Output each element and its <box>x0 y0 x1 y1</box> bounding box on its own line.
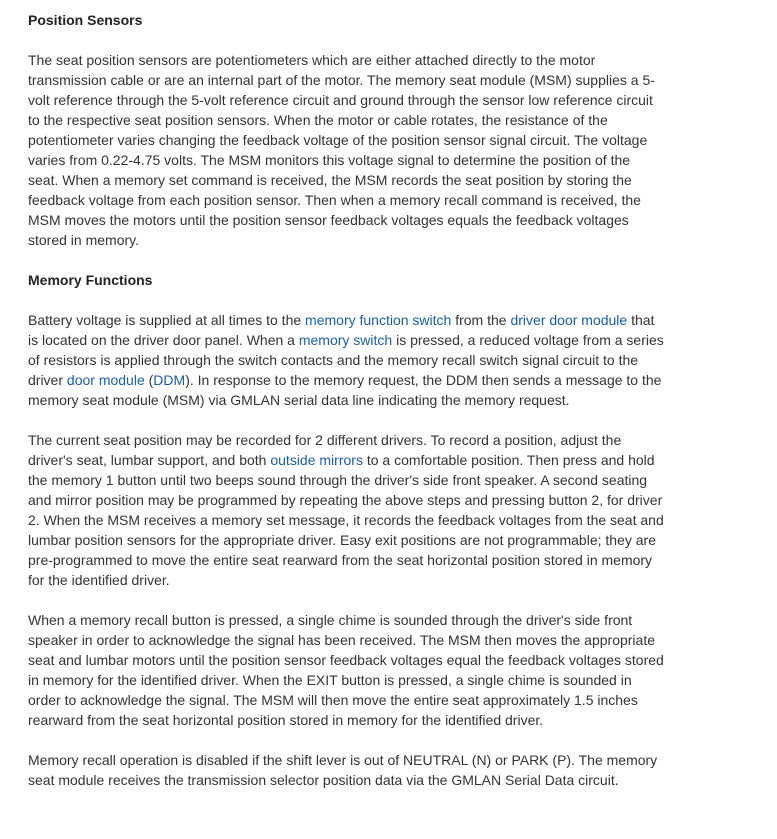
paragraph-memory-recall: When a memory recall button is pressed, a single chime is sounded through the driver's side front speaker in order to acknowledge the signal has been received. The MSM then moves the appropriate seat and lumbar motors until the position sensor feedback voltages equal the feedback voltages stored in memory for the identified driver. When the EXIT button is pressed, a single chime is sounded in order to acknowledge the signal. The MSM will then move the entire seat approximately 1.5 inches rearward from the seat horizontal position stored in memory for the identified driver. <box>28 612 664 728</box>
link-memory-function-switch[interactable]: memory function switch <box>305 312 452 328</box>
link-door-module[interactable]: door module <box>66 372 145 388</box>
text-span: from the <box>451 312 511 328</box>
paragraph-position-sensors: The seat position sensors are potentiometers which are either attached directly to the motor transmission cable or are an internal part of the motor. The memory seat module (MSM) supplies a 5-volt reference through the 5-volt reference circuit and ground through the sensor low reference circuit to the respective seat position sensors. When the motor or cable rotates, the resistance of the potentiometer varies changing the feedback voltage of the position sensor signal circuit. The voltage varies from 0.22-4.75 volts. The MSM monitors this voltage signal to determine the position of the seat. When a memory set command is received, the MSM records the seat position by storing the feedback voltage from each position sensor. Then when a memory recall command is received, the MSM moves the motors until the position sensor feedback voltages equals the feedback voltages stored in memory. <box>28 52 655 248</box>
text-span: ). In response to the memory request, the DDM then sends a message to the memory seat module (MSM) via GMLAN serial data line indicating the memory request. <box>28 372 662 408</box>
section-title-position-sensors: Position Sensors <box>28 12 143 28</box>
text-span: is pressed, a reduced voltage from a series of resistors is applied through the switch contacts and the memory recall switch signal circuit to the driver <box>28 332 664 388</box>
link-ddm[interactable]: DDM <box>153 372 186 388</box>
text-span: Battery voltage is supplied at all times to the <box>28 312 306 328</box>
paragraph-recall-disabled: Memory recall operation is disabled if the shift lever is out of NEUTRAL (N) or PARK (P). The memory seat module receives the transmission selector position data via the GMLAN Serial Data circuit. <box>28 752 658 788</box>
text-span: ( <box>144 372 154 388</box>
link-memory-switch[interactable]: memory switch <box>298 332 393 348</box>
text-span: that is located on the driver door panel. When a <box>28 312 655 348</box>
section-title-memory-functions: Memory Functions <box>28 272 153 288</box>
link-driver-door-module[interactable]: driver door module <box>510 312 628 328</box>
link-outside-mirrors[interactable]: outside mirrors <box>270 452 363 468</box>
text-span: to a comfortable position. Then press and hold the memory 1 button until two beeps sound through the driver's side front speaker. A second seating and mirror position may be programmed by repeating the above steps and pressing button 2, for driver 2. When the MSM receives a memory set message, it records the feedback voltages from the seat and lumbar position sensors for the appropriate driver. Easy exit positions are not programmable; they are pre-programmed to move the entire seat rearward from the seat horizontal position stored in memory for the identified driver. <box>28 452 664 588</box>
text-span: The current seat position may be recorded for 2 different drivers. To record a position, adjust the driver's seat, lumbar support, and both <box>28 432 622 468</box>
paragraph-memory-supply <box>28 310 664 410</box>
paragraph-record-position <box>28 430 664 590</box>
